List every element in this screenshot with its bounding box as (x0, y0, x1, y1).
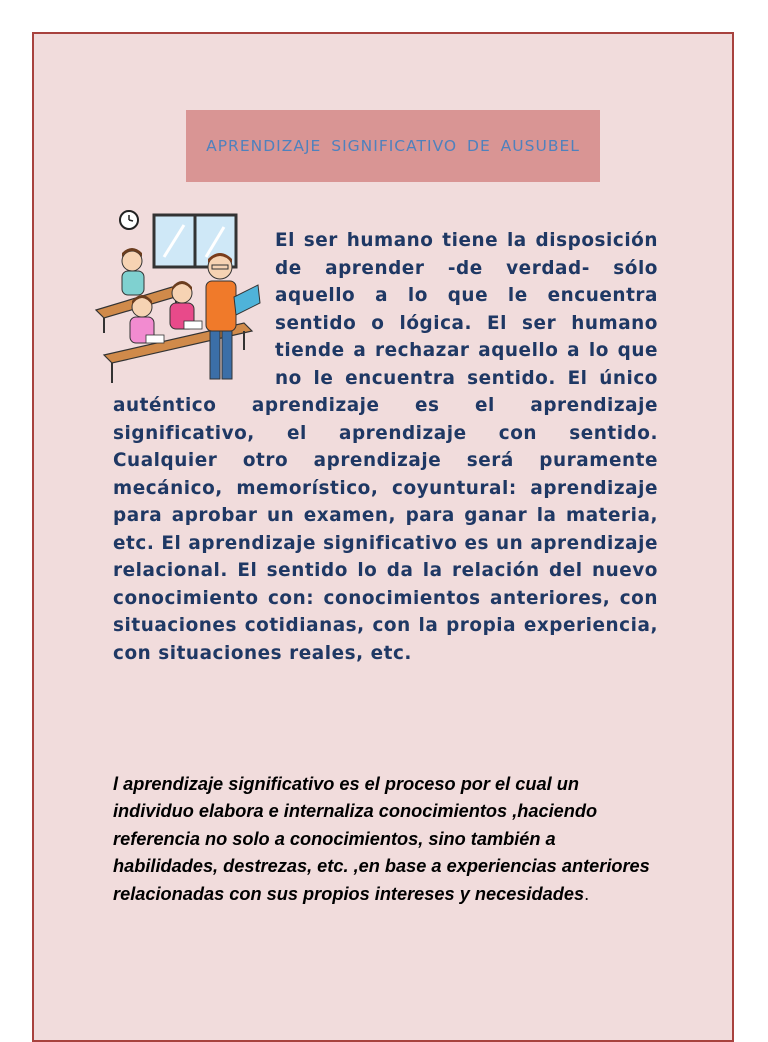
definition-paragraph-text: l aprendizaje significativo es el proceso por el cual un individuo elabora e internaliza conocimientos ,haciendo referencia no solo a conocimientos, sino también a habilidades, destrezas, etc. ,en base a experiencias anteriores relacionadas con sus propios intereses y necesidades (113, 774, 650, 904)
illustration-spacer (113, 227, 275, 389)
title-banner (186, 110, 600, 182)
body-paragraph-text: El ser humano tiene la disposición de aprender -de verdad- sólo aquello a lo que le encuentra sentido o lógica. El ser humano tiende a rechazar aquello a lo que no le encuentra sentido. El único auténtico aprendizaje es el aprendizaje significativo, el aprendizaje con sentido. Cualquier otro aprendizaje será puramente mecánico, memorístico, coyuntural: aprendizaje para aprobar un examen, para ganar la materia, etc. El aprendizaje significativo es un aprendizaje relacional. El sentido lo da la relación del nuevo conocimiento con: conocimientos anteriores, con situaciones cotidianas, con la propia experiencia, con situaciones reales, etc. (113, 230, 658, 664)
body-paragraph (113, 227, 658, 667)
definition-paragraph (113, 771, 658, 908)
page-title: APRENDIZAJE SIGNIFICATIVO DE AUSUBEL (206, 137, 580, 155)
definition-period: . (584, 883, 590, 904)
